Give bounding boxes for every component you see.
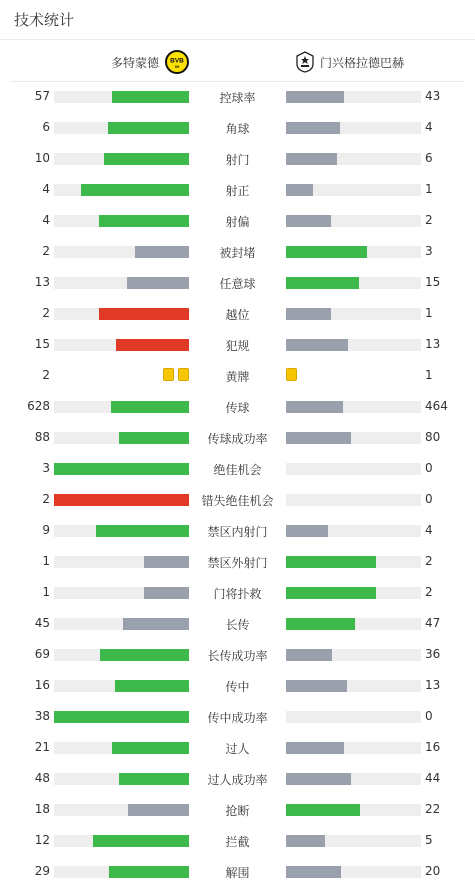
away-value: 1 <box>425 182 433 196</box>
home-bar-fill <box>109 866 189 878</box>
home-cards <box>163 368 189 381</box>
away-bar-track <box>286 773 421 785</box>
away-bar-track <box>286 649 421 661</box>
home-bar-track <box>54 91 189 103</box>
away-value: 80 <box>425 430 441 444</box>
home-bar-track <box>54 432 189 444</box>
home-bar-fill <box>99 215 189 227</box>
home-bar-track <box>54 153 189 165</box>
home-bar-fill <box>119 773 189 785</box>
home-value: 2 <box>42 368 50 382</box>
stat-row <box>0 205 475 236</box>
home-bar-fill <box>104 153 189 165</box>
yellow-card-icon <box>178 368 189 381</box>
home-value: 15 <box>34 337 50 351</box>
stat-row <box>0 453 475 484</box>
away-bar-fill <box>286 649 332 661</box>
home-bar-track <box>54 463 189 475</box>
away-bar-track <box>286 153 421 165</box>
stat-row <box>0 856 475 887</box>
home-value: 16 <box>34 678 50 692</box>
home-value: 2 <box>42 492 50 506</box>
away-value: 36 <box>425 647 441 661</box>
away-bar-track <box>286 277 421 289</box>
stat-row <box>0 298 475 329</box>
home-value: 88 <box>34 430 50 444</box>
home-bar-track <box>54 401 189 413</box>
away-bar-track <box>286 246 421 258</box>
away-bar-track <box>286 122 421 134</box>
home-value: 3 <box>42 461 50 475</box>
home-bar-fill <box>111 401 189 413</box>
stat-row <box>0 81 475 112</box>
away-bar-fill <box>286 587 376 599</box>
stat-label: 传中 <box>225 680 250 694</box>
away-bar-fill <box>286 680 347 692</box>
stat-row <box>0 608 475 639</box>
away-bar-track <box>286 494 421 506</box>
stat-label: 被封堵 <box>219 246 256 260</box>
away-bar-track <box>286 463 421 475</box>
home-bar-fill <box>100 649 189 661</box>
away-bar-fill <box>286 618 355 630</box>
stat-label: 越位 <box>225 308 250 322</box>
away-bar-track <box>286 587 421 599</box>
stat-label: 传球成功率 <box>207 432 268 446</box>
away-bar-fill <box>286 308 331 320</box>
away-bar-track <box>286 618 421 630</box>
home-bar-track <box>54 866 189 878</box>
stat-label: 禁区内射门 <box>207 525 268 539</box>
stat-label: 黄牌 <box>225 370 250 384</box>
stat-row <box>0 794 475 825</box>
away-value: 464 <box>425 399 448 413</box>
home-bar-track <box>54 556 189 568</box>
stat-row <box>0 484 475 515</box>
home-bar-track <box>54 680 189 692</box>
home-bar-track <box>54 525 189 537</box>
away-bar-fill <box>286 432 351 444</box>
away-bar-fill <box>286 153 337 165</box>
teams-header <box>0 44 475 80</box>
stat-row <box>0 360 475 391</box>
away-value: 44 <box>425 771 441 785</box>
stat-label: 任意球 <box>219 277 256 291</box>
away-value: 1 <box>425 306 433 320</box>
away-value: 0 <box>425 709 433 723</box>
away-bar-track <box>286 835 421 847</box>
stat-row <box>0 143 475 174</box>
stat-label: 犯规 <box>225 339 250 353</box>
home-bar-track <box>54 773 189 785</box>
stat-label: 过人成功率 <box>207 773 268 787</box>
away-bar-fill <box>286 215 331 227</box>
away-value: 0 <box>425 461 433 475</box>
home-bar-track <box>54 587 189 599</box>
home-team-name: 多特蒙德 <box>110 55 159 70</box>
stat-row <box>0 391 475 422</box>
away-value: 20 <box>425 864 441 878</box>
stat-label: 抢断 <box>225 804 250 818</box>
home-bar-fill <box>54 494 189 506</box>
home-bar-track <box>54 711 189 723</box>
home-value: 21 <box>34 740 50 754</box>
away-bar-track <box>286 432 421 444</box>
home-bar-fill <box>93 835 189 847</box>
stat-label: 长传 <box>225 618 250 632</box>
away-bar-fill <box>286 91 344 103</box>
away-value: 2 <box>425 585 433 599</box>
home-team[interactable] <box>111 44 189 80</box>
stat-row <box>0 577 475 608</box>
stat-label: 拦截 <box>225 835 250 849</box>
home-bar-fill <box>81 184 189 196</box>
home-bar-fill <box>115 680 189 692</box>
away-value: 6 <box>425 151 433 165</box>
home-bar-fill <box>128 804 189 816</box>
away-bar-fill <box>286 401 343 413</box>
away-bar-fill <box>286 525 328 537</box>
home-bar-track <box>54 835 189 847</box>
stat-row <box>0 174 475 205</box>
yellow-card-icon <box>286 368 297 381</box>
home-value: 69 <box>34 647 50 661</box>
home-bar-track <box>54 804 189 816</box>
home-value: 13 <box>34 275 50 289</box>
away-value: 4 <box>425 523 433 537</box>
away-value: 22 <box>425 802 441 816</box>
away-bar-track <box>286 711 421 723</box>
home-bar-track <box>54 649 189 661</box>
away-value: 43 <box>425 89 441 103</box>
away-value: 2 <box>425 213 433 227</box>
away-value: 16 <box>425 740 441 754</box>
home-value: 6 <box>42 120 50 134</box>
stat-row <box>0 639 475 670</box>
stat-label: 传中成功率 <box>207 711 268 725</box>
away-bar-track <box>286 680 421 692</box>
away-value: 3 <box>425 244 433 258</box>
away-bar-fill <box>286 742 344 754</box>
bvb-crest-icon <box>165 50 189 74</box>
page-title: 技术统计 <box>14 11 75 29</box>
home-bar-track <box>54 122 189 134</box>
away-value: 15 <box>425 275 441 289</box>
home-value: 2 <box>42 244 50 258</box>
stats-list <box>0 81 475 887</box>
away-bar-fill <box>286 277 359 289</box>
stat-row <box>0 825 475 856</box>
away-bar-track <box>286 215 421 227</box>
home-bar-fill <box>99 308 189 320</box>
stat-label: 门将扑救 <box>213 587 262 601</box>
away-team[interactable] <box>296 44 404 80</box>
home-bar-fill <box>96 525 189 537</box>
home-bar-track <box>54 494 189 506</box>
away-team-name: 门兴格拉德巴赫 <box>320 55 405 70</box>
home-value: 48 <box>34 771 50 785</box>
home-bar-fill <box>127 277 189 289</box>
stat-label: 过人 <box>225 742 250 756</box>
home-bar-fill <box>112 91 189 103</box>
home-bar-fill <box>119 432 189 444</box>
home-value: 38 <box>34 709 50 723</box>
stat-row <box>0 732 475 763</box>
home-bar-track <box>54 618 189 630</box>
home-bar-fill <box>112 742 189 754</box>
away-bar-fill <box>286 866 341 878</box>
away-bar-track <box>286 401 421 413</box>
away-bar-track <box>286 525 421 537</box>
home-bar-track <box>54 277 189 289</box>
home-value: 1 <box>42 585 50 599</box>
home-value: 10 <box>34 151 50 165</box>
svg-text:BVB: BVB <box>170 57 184 65</box>
stat-row <box>0 422 475 453</box>
home-value: 1 <box>42 554 50 568</box>
away-cards <box>286 368 297 381</box>
stat-label: 传球 <box>225 401 250 415</box>
away-bar-track <box>286 308 421 320</box>
home-value: 45 <box>34 616 50 630</box>
svg-text:09: 09 <box>174 64 180 69</box>
home-bar-fill <box>123 618 189 630</box>
home-bar-track <box>54 308 189 320</box>
home-bar-fill <box>108 122 189 134</box>
stat-row <box>0 236 475 267</box>
away-bar-fill <box>286 773 351 785</box>
home-bar-fill <box>135 246 189 258</box>
home-bar-fill <box>54 463 189 475</box>
home-value: 12 <box>34 833 50 847</box>
away-bar-track <box>286 804 421 816</box>
away-bar-fill <box>286 184 313 196</box>
stat-row <box>0 763 475 794</box>
home-value: 29 <box>34 864 50 878</box>
away-value: 5 <box>425 833 433 847</box>
home-bar-track <box>54 184 189 196</box>
home-value: 4 <box>42 213 50 227</box>
away-bar-track <box>286 184 421 196</box>
away-bar-fill <box>286 122 340 134</box>
header-bar <box>0 0 475 40</box>
yellow-card-icon <box>163 368 174 381</box>
home-bar-fill <box>116 339 189 351</box>
gladbach-crest-icon <box>296 51 314 73</box>
stat-label: 射偏 <box>225 215 250 229</box>
away-bar-track <box>286 742 421 754</box>
away-bar-fill <box>286 556 376 568</box>
stat-row <box>0 546 475 577</box>
stat-row <box>0 515 475 546</box>
home-bar-fill <box>54 711 189 723</box>
stat-label: 射正 <box>225 184 250 198</box>
away-bar-track <box>286 91 421 103</box>
stat-label: 长传成功率 <box>207 649 268 663</box>
stat-label: 解围 <box>225 866 250 880</box>
home-bar-track <box>54 215 189 227</box>
away-bar-fill <box>286 804 360 816</box>
away-value: 4 <box>425 120 433 134</box>
home-bar-fill <box>144 587 189 599</box>
away-value: 0 <box>425 492 433 506</box>
stat-label: 控球率 <box>219 91 256 105</box>
home-value: 9 <box>42 523 50 537</box>
away-value: 47 <box>425 616 441 630</box>
stat-label: 绝佳机会 <box>213 463 262 477</box>
stat-row <box>0 329 475 360</box>
home-value: 628 <box>27 399 50 413</box>
away-bar-track <box>286 339 421 351</box>
away-bar-fill <box>286 246 367 258</box>
home-bar-track <box>54 339 189 351</box>
stat-row <box>0 701 475 732</box>
home-value: 4 <box>42 182 50 196</box>
home-bar-fill <box>144 556 189 568</box>
stat-row <box>0 267 475 298</box>
home-value: 2 <box>42 306 50 320</box>
home-value: 57 <box>34 89 50 103</box>
home-bar-track <box>54 246 189 258</box>
stat-row <box>0 670 475 701</box>
away-value: 13 <box>425 337 441 351</box>
away-value: 1 <box>425 368 433 382</box>
stat-label: 射门 <box>225 153 250 167</box>
home-bar-track <box>54 742 189 754</box>
stat-row <box>0 112 475 143</box>
away-value: 13 <box>425 678 441 692</box>
away-bar-fill <box>286 835 325 847</box>
away-bar-fill <box>286 339 348 351</box>
stat-label: 禁区外射门 <box>207 556 268 570</box>
home-value: 18 <box>34 802 50 816</box>
stat-label: 角球 <box>225 122 250 136</box>
away-bar-track <box>286 556 421 568</box>
away-bar-track <box>286 866 421 878</box>
away-value: 2 <box>425 554 433 568</box>
stat-label: 错失绝佳机会 <box>201 494 274 508</box>
